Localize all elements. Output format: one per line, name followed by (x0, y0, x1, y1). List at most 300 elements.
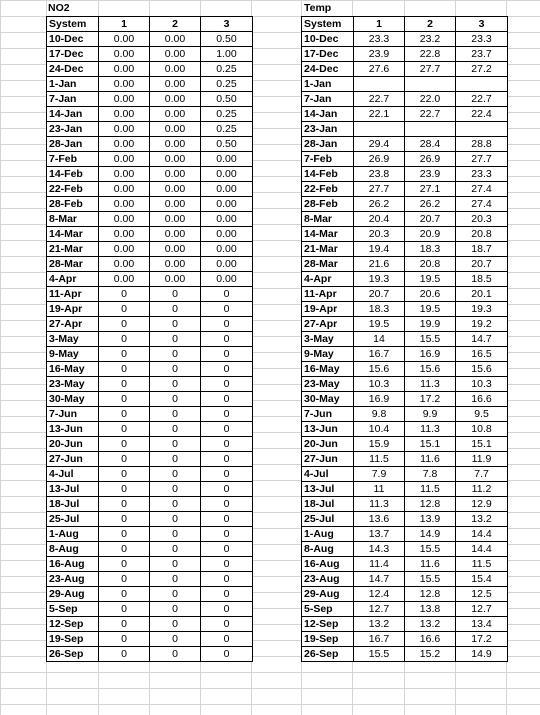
value-cell[interactable]: 18.3 (354, 302, 405, 317)
temp-table-title[interactable]: Temp (304, 2, 332, 14)
value-cell[interactable]: 0 (150, 617, 201, 632)
date-cell[interactable]: 19-Sep (47, 632, 99, 647)
value-cell[interactable]: 23.2 (405, 32, 456, 47)
value-cell[interactable]: 15.6 (405, 362, 456, 377)
date-cell[interactable]: 16-May (302, 362, 354, 377)
value-cell[interactable]: 15.2 (405, 647, 456, 662)
date-cell[interactable]: 8-Mar (302, 212, 354, 227)
value-cell[interactable]: 0 (201, 542, 253, 557)
value-cell[interactable]: 0.00 (150, 107, 201, 122)
value-cell[interactable]: 0 (150, 602, 201, 617)
value-cell[interactable]: 0.00 (99, 92, 150, 107)
value-cell[interactable]: 0 (201, 377, 253, 392)
value-cell[interactable]: 0 (99, 512, 150, 527)
value-cell[interactable]: 0.00 (150, 182, 201, 197)
value-cell[interactable]: 0 (150, 317, 201, 332)
date-cell[interactable]: 7-Jan (302, 92, 354, 107)
value-cell[interactable]: 15.4 (456, 572, 508, 587)
date-cell[interactable]: 8-Aug (302, 542, 354, 557)
value-cell[interactable]: 16.7 (354, 347, 405, 362)
value-cell[interactable]: 16.9 (405, 347, 456, 362)
date-cell[interactable]: 23-Aug (302, 572, 354, 587)
column-header-1[interactable]: 1 (354, 17, 405, 32)
value-cell[interactable]: 12.8 (405, 497, 456, 512)
value-cell[interactable]: 0 (150, 437, 201, 452)
value-cell[interactable]: 7.7 (456, 467, 508, 482)
value-cell[interactable]: 0 (99, 542, 150, 557)
column-header-2[interactable]: 2 (405, 17, 456, 32)
value-cell[interactable]: 0.00 (201, 167, 253, 182)
value-cell[interactable]: 11.5 (354, 452, 405, 467)
value-cell[interactable]: 10.4 (354, 422, 405, 437)
date-cell[interactable]: 28-Jan (302, 137, 354, 152)
date-cell[interactable]: 25-Jul (47, 512, 99, 527)
date-cell[interactable]: 14-Mar (47, 227, 99, 242)
value-cell[interactable]: 13.8 (405, 602, 456, 617)
date-cell[interactable]: 11-Apr (302, 287, 354, 302)
value-cell[interactable] (354, 122, 405, 137)
date-cell[interactable]: 26-Sep (47, 647, 99, 662)
value-cell[interactable]: 21.6 (354, 257, 405, 272)
column-header-system[interactable]: System (47, 17, 99, 32)
value-cell[interactable]: 27.2 (456, 62, 508, 77)
value-cell[interactable]: 0.00 (150, 122, 201, 137)
value-cell[interactable]: 0 (99, 617, 150, 632)
value-cell[interactable]: 0 (150, 392, 201, 407)
date-cell[interactable]: 4-Jul (47, 467, 99, 482)
value-cell[interactable]: 0 (150, 557, 201, 572)
value-cell[interactable]: 0 (150, 302, 201, 317)
value-cell[interactable]: 13.2 (354, 617, 405, 632)
value-cell[interactable]: 20.7 (354, 287, 405, 302)
date-cell[interactable]: 1-Jan (47, 77, 99, 92)
value-cell[interactable]: 26.9 (405, 152, 456, 167)
value-cell[interactable]: 28.8 (456, 137, 508, 152)
value-cell[interactable]: 0 (99, 557, 150, 572)
value-cell[interactable]: 18.5 (456, 272, 508, 287)
value-cell[interactable]: 13.7 (354, 527, 405, 542)
date-cell[interactable]: 23-May (302, 377, 354, 392)
value-cell[interactable]: 0 (99, 527, 150, 542)
value-cell[interactable]: 0.00 (150, 257, 201, 272)
date-cell[interactable]: 9-May (302, 347, 354, 362)
date-cell[interactable]: 4-Apr (47, 272, 99, 287)
value-cell[interactable]: 13.2 (456, 512, 508, 527)
column-header-1[interactable]: 1 (99, 17, 150, 32)
value-cell[interactable]: 20.8 (405, 257, 456, 272)
value-cell[interactable]: 0.00 (150, 62, 201, 77)
value-cell[interactable]: 0 (201, 482, 253, 497)
value-cell[interactable]: 0 (99, 467, 150, 482)
value-cell[interactable]: 28.4 (405, 137, 456, 152)
value-cell[interactable]: 0.00 (99, 242, 150, 257)
date-cell[interactable]: 7-Jan (47, 92, 99, 107)
value-cell[interactable]: 13.6 (354, 512, 405, 527)
value-cell[interactable]: 0.00 (99, 137, 150, 152)
date-cell[interactable]: 29-Aug (47, 587, 99, 602)
value-cell[interactable]: 0.25 (201, 77, 253, 92)
value-cell[interactable]: 0 (201, 452, 253, 467)
value-cell[interactable]: 0 (150, 647, 201, 662)
value-cell[interactable]: 0.00 (99, 77, 150, 92)
date-cell[interactable]: 7-Jun (47, 407, 99, 422)
value-cell[interactable]: 10.3 (456, 377, 508, 392)
date-cell[interactable]: 3-May (47, 332, 99, 347)
date-cell[interactable]: 23-Aug (47, 572, 99, 587)
date-cell[interactable]: 11-Apr (47, 287, 99, 302)
value-cell[interactable]: 0 (201, 422, 253, 437)
value-cell[interactable]: 15.6 (354, 362, 405, 377)
value-cell[interactable]: 0 (201, 287, 253, 302)
value-cell[interactable]: 0.25 (201, 122, 253, 137)
date-cell[interactable]: 28-Jan (47, 137, 99, 152)
value-cell[interactable]: 0.00 (201, 257, 253, 272)
value-cell[interactable]: 13.9 (405, 512, 456, 527)
date-cell[interactable]: 4-Jul (302, 467, 354, 482)
value-cell[interactable]: 0 (99, 422, 150, 437)
date-cell[interactable]: 7-Jun (302, 407, 354, 422)
value-cell[interactable]: 11 (354, 482, 405, 497)
value-cell[interactable]: 0 (150, 422, 201, 437)
value-cell[interactable]: 15.9 (354, 437, 405, 452)
column-header-system[interactable]: System (302, 17, 354, 32)
value-cell[interactable]: 0 (201, 557, 253, 572)
date-cell[interactable]: 14-Jan (302, 107, 354, 122)
value-cell[interactable]: 0 (99, 347, 150, 362)
value-cell[interactable]: 0.00 (201, 152, 253, 167)
value-cell[interactable]: 0.00 (99, 182, 150, 197)
date-cell[interactable]: 17-Dec (47, 47, 99, 62)
value-cell[interactable]: 27.4 (456, 182, 508, 197)
value-cell[interactable]: 14 (354, 332, 405, 347)
value-cell[interactable]: 20.8 (456, 227, 508, 242)
value-cell[interactable]: 18.3 (405, 242, 456, 257)
date-cell[interactable]: 1-Aug (47, 527, 99, 542)
value-cell[interactable]: 0.00 (150, 242, 201, 257)
date-cell[interactable]: 14-Feb (47, 167, 99, 182)
value-cell[interactable]: 11.2 (456, 482, 508, 497)
value-cell[interactable]: 0 (201, 527, 253, 542)
value-cell[interactable]: 11.6 (405, 452, 456, 467)
date-cell[interactable]: 28-Mar (47, 257, 99, 272)
value-cell[interactable]: 0 (150, 407, 201, 422)
value-cell[interactable]: 12.7 (354, 602, 405, 617)
value-cell[interactable]: 26.9 (354, 152, 405, 167)
value-cell[interactable]: 27.7 (456, 152, 508, 167)
value-cell[interactable]: 15.5 (405, 332, 456, 347)
value-cell[interactable]: 0 (150, 452, 201, 467)
value-cell[interactable]: 15.5 (405, 542, 456, 557)
value-cell[interactable]: 14.7 (456, 332, 508, 347)
date-cell[interactable]: 4-Apr (302, 272, 354, 287)
value-cell[interactable]: 0 (150, 497, 201, 512)
value-cell[interactable]: 23.3 (456, 32, 508, 47)
value-cell[interactable]: 22.7 (405, 107, 456, 122)
value-cell[interactable]: 15.5 (405, 572, 456, 587)
date-cell[interactable]: 7-Feb (47, 152, 99, 167)
date-cell[interactable]: 12-Sep (47, 617, 99, 632)
date-cell[interactable]: 13-Jul (47, 482, 99, 497)
value-cell[interactable]: 0 (201, 632, 253, 647)
value-cell[interactable]: 0.25 (201, 62, 253, 77)
value-cell[interactable]: 0 (99, 287, 150, 302)
value-cell[interactable]: 23.7 (456, 47, 508, 62)
date-cell[interactable]: 12-Sep (302, 617, 354, 632)
date-cell[interactable]: 20-Jun (302, 437, 354, 452)
value-cell[interactable]: 0.00 (150, 92, 201, 107)
value-cell[interactable]: 27.4 (456, 197, 508, 212)
date-cell[interactable]: 24-Dec (47, 62, 99, 77)
value-cell[interactable]: 0.00 (150, 32, 201, 47)
value-cell[interactable]: 11.4 (354, 557, 405, 572)
value-cell[interactable]: 0.00 (150, 272, 201, 287)
value-cell[interactable]: 0.00 (150, 227, 201, 242)
value-cell[interactable]: 0.00 (99, 47, 150, 62)
value-cell[interactable]: 11.5 (456, 557, 508, 572)
value-cell[interactable]: 0.50 (201, 92, 253, 107)
value-cell[interactable]: 12.8 (405, 587, 456, 602)
value-cell[interactable]: 19.4 (354, 242, 405, 257)
value-cell[interactable]: 11.6 (405, 557, 456, 572)
value-cell[interactable]: 0 (201, 302, 253, 317)
date-cell[interactable]: 7-Feb (302, 152, 354, 167)
value-cell[interactable]: 17.2 (456, 632, 508, 647)
date-cell[interactable]: 21-Mar (302, 242, 354, 257)
value-cell[interactable]: 0 (150, 347, 201, 362)
date-cell[interactable]: 18-Jul (302, 497, 354, 512)
value-cell[interactable]: 23.9 (405, 167, 456, 182)
value-cell[interactable]: 23.3 (354, 32, 405, 47)
value-cell[interactable]: 27.1 (405, 182, 456, 197)
value-cell[interactable]: 0 (99, 587, 150, 602)
value-cell[interactable]: 0 (150, 467, 201, 482)
value-cell[interactable]: 0 (150, 287, 201, 302)
value-cell[interactable]: 11.9 (456, 452, 508, 467)
date-cell[interactable]: 28-Feb (47, 197, 99, 212)
value-cell[interactable]: 19.3 (354, 272, 405, 287)
value-cell[interactable]: 0.00 (99, 122, 150, 137)
value-cell[interactable]: 15.5 (354, 647, 405, 662)
no2-table-title[interactable]: NO2 (48, 2, 70, 14)
date-cell[interactable]: 10-Dec (47, 32, 99, 47)
value-cell[interactable]: 19.5 (405, 302, 456, 317)
value-cell[interactable]: 0 (150, 482, 201, 497)
date-cell[interactable]: 3-May (302, 332, 354, 347)
value-cell[interactable]: 18.7 (456, 242, 508, 257)
value-cell[interactable]: 0.00 (150, 167, 201, 182)
value-cell[interactable]: 16.6 (405, 632, 456, 647)
value-cell[interactable]: 0.50 (201, 137, 253, 152)
value-cell[interactable]: 20.1 (456, 287, 508, 302)
value-cell[interactable]: 0 (201, 572, 253, 587)
date-cell[interactable]: 14-Feb (302, 167, 354, 182)
value-cell[interactable]: 15.1 (405, 437, 456, 452)
value-cell[interactable]: 13.2 (405, 617, 456, 632)
value-cell[interactable]: 0 (201, 602, 253, 617)
value-cell[interactable]: 0 (99, 317, 150, 332)
value-cell[interactable]: 0.25 (201, 107, 253, 122)
date-cell[interactable]: 21-Mar (47, 242, 99, 257)
value-cell[interactable]: 0 (99, 482, 150, 497)
value-cell[interactable]: 10.8 (456, 422, 508, 437)
value-cell[interactable]: 14.9 (456, 647, 508, 662)
value-cell[interactable]: 0 (201, 437, 253, 452)
date-cell[interactable]: 24-Dec (302, 62, 354, 77)
date-cell[interactable]: 30-May (47, 392, 99, 407)
value-cell[interactable] (354, 77, 405, 92)
value-cell[interactable]: 0 (99, 497, 150, 512)
value-cell[interactable]: 0.00 (201, 227, 253, 242)
value-cell[interactable]: 0 (201, 332, 253, 347)
value-cell[interactable]: 0.00 (99, 107, 150, 122)
value-cell[interactable]: 29.4 (354, 137, 405, 152)
value-cell[interactable]: 1.00 (201, 47, 253, 62)
value-cell[interactable]: 0.00 (99, 62, 150, 77)
value-cell[interactable]: 20.6 (405, 287, 456, 302)
value-cell[interactable]: 0 (99, 362, 150, 377)
date-cell[interactable]: 22-Feb (47, 182, 99, 197)
value-cell[interactable]: 23.9 (354, 47, 405, 62)
value-cell[interactable]: 11.5 (405, 482, 456, 497)
value-cell[interactable]: 0 (99, 407, 150, 422)
value-cell[interactable]: 0 (99, 452, 150, 467)
value-cell[interactable]: 12.5 (456, 587, 508, 602)
value-cell[interactable]: 13.4 (456, 617, 508, 632)
value-cell[interactable]: 0 (150, 512, 201, 527)
value-cell[interactable]: 16.9 (354, 392, 405, 407)
value-cell[interactable]: 0 (99, 392, 150, 407)
column-header-3[interactable]: 3 (201, 17, 253, 32)
value-cell[interactable]: 0 (201, 407, 253, 422)
value-cell[interactable]: 0.00 (99, 272, 150, 287)
value-cell[interactable]: 19.5 (405, 272, 456, 287)
date-cell[interactable]: 13-Jul (302, 482, 354, 497)
value-cell[interactable]: 15.1 (456, 437, 508, 452)
date-cell[interactable]: 27-Jun (47, 452, 99, 467)
value-cell[interactable]: 9.5 (456, 407, 508, 422)
date-cell[interactable]: 23-Jan (302, 122, 354, 137)
value-cell[interactable]: 0 (99, 632, 150, 647)
date-cell[interactable]: 16-May (47, 362, 99, 377)
date-cell[interactable]: 14-Jan (47, 107, 99, 122)
value-cell[interactable]: 0 (150, 377, 201, 392)
value-cell[interactable] (405, 77, 456, 92)
date-cell[interactable]: 29-Aug (302, 587, 354, 602)
value-cell[interactable]: 9.9 (405, 407, 456, 422)
value-cell[interactable]: 0 (99, 302, 150, 317)
value-cell[interactable]: 0 (201, 347, 253, 362)
value-cell[interactable]: 7.9 (354, 467, 405, 482)
value-cell[interactable]: 19.9 (405, 317, 456, 332)
date-cell[interactable]: 28-Mar (302, 257, 354, 272)
date-cell[interactable]: 27-Apr (47, 317, 99, 332)
value-cell[interactable]: 27.6 (354, 62, 405, 77)
value-cell[interactable]: 20.7 (456, 257, 508, 272)
date-cell[interactable]: 13-Jun (302, 422, 354, 437)
value-cell[interactable]: 0 (99, 377, 150, 392)
date-cell[interactable]: 17-Dec (302, 47, 354, 62)
value-cell[interactable]: 0 (201, 647, 253, 662)
date-cell[interactable]: 20-Jun (47, 437, 99, 452)
date-cell[interactable]: 16-Aug (47, 557, 99, 572)
value-cell[interactable]: 7.8 (405, 467, 456, 482)
value-cell[interactable]: 19.3 (456, 302, 508, 317)
date-cell[interactable]: 28-Feb (302, 197, 354, 212)
date-cell[interactable]: 27-Apr (302, 317, 354, 332)
value-cell[interactable]: 26.2 (354, 197, 405, 212)
value-cell[interactable]: 0.50 (201, 32, 253, 47)
column-header-2[interactable]: 2 (150, 17, 201, 32)
date-cell[interactable]: 5-Sep (47, 602, 99, 617)
value-cell[interactable]: 0 (201, 362, 253, 377)
value-cell[interactable]: 26.2 (405, 197, 456, 212)
date-cell[interactable]: 23-May (47, 377, 99, 392)
value-cell[interactable]: 0 (201, 512, 253, 527)
date-cell[interactable]: 10-Dec (302, 32, 354, 47)
value-cell[interactable] (456, 77, 508, 92)
value-cell[interactable] (456, 122, 508, 137)
date-cell[interactable]: 30-May (302, 392, 354, 407)
value-cell[interactable]: 20.7 (405, 212, 456, 227)
value-cell[interactable]: 0 (150, 572, 201, 587)
date-cell[interactable]: 9-May (47, 347, 99, 362)
date-cell[interactable]: 19-Apr (47, 302, 99, 317)
value-cell[interactable]: 19.5 (354, 317, 405, 332)
value-cell[interactable]: 16.5 (456, 347, 508, 362)
value-cell[interactable]: 0.00 (99, 32, 150, 47)
date-cell[interactable]: 14-Mar (302, 227, 354, 242)
value-cell[interactable]: 22.1 (354, 107, 405, 122)
value-cell[interactable]: 0.00 (150, 137, 201, 152)
value-cell[interactable]: 10.3 (354, 377, 405, 392)
value-cell[interactable]: 16.7 (354, 632, 405, 647)
value-cell[interactable]: 12.9 (456, 497, 508, 512)
value-cell[interactable]: 15.6 (456, 362, 508, 377)
value-cell[interactable]: 0.00 (150, 212, 201, 227)
value-cell[interactable]: 0.00 (99, 257, 150, 272)
value-cell[interactable]: 0.00 (150, 47, 201, 62)
value-cell[interactable]: 20.3 (456, 212, 508, 227)
value-cell[interactable]: 0.00 (99, 167, 150, 182)
date-cell[interactable]: 27-Jun (302, 452, 354, 467)
value-cell[interactable]: 0 (201, 497, 253, 512)
value-cell[interactable]: 0.00 (150, 77, 201, 92)
value-cell[interactable]: 0.00 (99, 197, 150, 212)
value-cell[interactable]: 0 (99, 332, 150, 347)
value-cell[interactable]: 17.2 (405, 392, 456, 407)
value-cell[interactable]: 0 (201, 317, 253, 332)
date-cell[interactable]: 19-Sep (302, 632, 354, 647)
value-cell[interactable]: 0.00 (201, 212, 253, 227)
value-cell[interactable]: 0.00 (99, 212, 150, 227)
value-cell[interactable]: 14.9 (405, 527, 456, 542)
value-cell[interactable]: 0 (150, 362, 201, 377)
date-cell[interactable]: 13-Jun (47, 422, 99, 437)
value-cell[interactable]: 14.4 (456, 542, 508, 557)
value-cell[interactable]: 20.4 (354, 212, 405, 227)
value-cell[interactable]: 0 (201, 617, 253, 632)
value-cell[interactable]: 0.00 (201, 182, 253, 197)
value-cell[interactable]: 12.7 (456, 602, 508, 617)
value-cell[interactable]: 0.00 (150, 152, 201, 167)
date-cell[interactable]: 23-Jan (47, 122, 99, 137)
value-cell[interactable]: 20.3 (354, 227, 405, 242)
value-cell[interactable]: 22.7 (354, 92, 405, 107)
date-cell[interactable]: 18-Jul (47, 497, 99, 512)
value-cell[interactable]: 0.00 (99, 152, 150, 167)
value-cell[interactable]: 0 (150, 542, 201, 557)
value-cell[interactable]: 11.3 (405, 422, 456, 437)
